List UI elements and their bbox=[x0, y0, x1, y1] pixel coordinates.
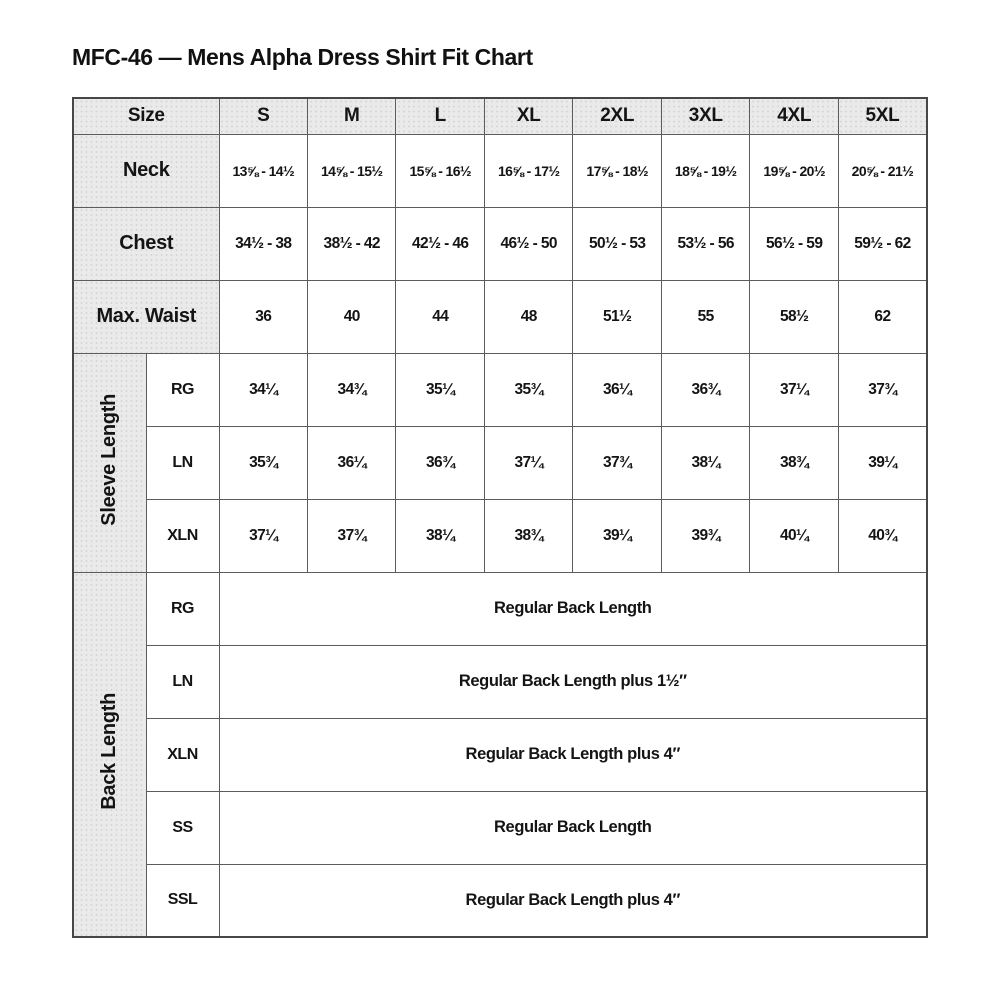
size-header-3xl: 3XL bbox=[661, 98, 749, 134]
max-waist-value-cell: 58½ bbox=[750, 280, 838, 353]
sleeve-length-section-label bbox=[73, 353, 146, 572]
max-waist-value-cell: 62 bbox=[838, 280, 927, 353]
sleeve-ln-value-cell: 36¼ bbox=[308, 426, 396, 499]
max-waist-value-cell: 51½ bbox=[573, 280, 661, 353]
size-header-s: S bbox=[219, 98, 307, 134]
back-length-vertical-label: Back Length bbox=[98, 693, 121, 811]
chest-value-cell: 59½ - 62 bbox=[838, 207, 927, 280]
sleeve-ln-value-cell: 36¾ bbox=[396, 426, 484, 499]
back-ssl-description: Regular Back Length plus 4″ bbox=[219, 864, 927, 937]
sleeve-xln-value-cell: 39¼ bbox=[573, 499, 661, 572]
neck-value-cell: 18⅝ - 19½ bbox=[661, 134, 749, 207]
sleeve-ln-value-cell: 39¼ bbox=[838, 426, 927, 499]
sleeve-ln-row bbox=[73, 426, 927, 499]
size-header-row bbox=[73, 98, 927, 134]
max-waist-row-label: Max. Waist bbox=[73, 280, 219, 353]
neck-value-cell: 13⅝ - 14½ bbox=[219, 134, 307, 207]
sleeve-rg-value-cell: 35¼ bbox=[396, 353, 484, 426]
sleeve-xln-value-cell: 38¼ bbox=[396, 499, 484, 572]
max-waist-value-cell: 55 bbox=[661, 280, 749, 353]
neck-row-label: Neck bbox=[73, 134, 219, 207]
sleeve-rg-value-cell: 34¾ bbox=[308, 353, 396, 426]
back-ln-code: LN bbox=[146, 645, 219, 718]
size-header-m: M bbox=[308, 98, 396, 134]
sleeve-rg-row bbox=[73, 353, 927, 426]
sleeve-rg-value-cell: 37¾ bbox=[838, 353, 927, 426]
chest-row bbox=[73, 207, 927, 280]
chest-value-cell: 50½ - 53 bbox=[573, 207, 661, 280]
sleeve-rg-value-cell: 34¼ bbox=[219, 353, 307, 426]
sleeve-xln-row bbox=[73, 499, 927, 572]
back-rg-row bbox=[73, 572, 927, 645]
back-ssl-code: SSL bbox=[146, 864, 219, 937]
sleeve-rg-value-cell: 36¼ bbox=[573, 353, 661, 426]
back-xln-description: Regular Back Length plus 4″ bbox=[219, 718, 927, 791]
neck-value-cell: 19⅝ - 20½ bbox=[750, 134, 838, 207]
chest-value-cell: 42½ - 46 bbox=[396, 207, 484, 280]
back-ss-row bbox=[73, 791, 927, 864]
sleeve-rg-value-cell: 37¼ bbox=[750, 353, 838, 426]
sleeve-ln-value-cell: 38¼ bbox=[661, 426, 749, 499]
sleeve-xln-value-cell: 37¾ bbox=[308, 499, 396, 572]
size-header-xl: XL bbox=[484, 98, 572, 134]
sleeve-ln-value-cell: 35¾ bbox=[219, 426, 307, 499]
neck-value-cell: 17⅝ - 18½ bbox=[573, 134, 661, 207]
back-xln-code: XLN bbox=[146, 718, 219, 791]
back-xln-row bbox=[73, 718, 927, 791]
sleeve-xln-value-cell: 40¾ bbox=[838, 499, 927, 572]
chest-row-label: Chest bbox=[73, 207, 219, 280]
sleeve-ln-value-cell: 38¾ bbox=[750, 426, 838, 499]
sleeve-rg-value-cell: 36¾ bbox=[661, 353, 749, 426]
max-waist-value-cell: 48 bbox=[484, 280, 572, 353]
sleeve-xln-value-cell: 39¾ bbox=[661, 499, 749, 572]
sleeve-xln-value-cell: 37¼ bbox=[219, 499, 307, 572]
back-ss-code: SS bbox=[146, 791, 219, 864]
neck-value-cell: 15⅝ - 16½ bbox=[396, 134, 484, 207]
chest-value-cell: 56½ - 59 bbox=[750, 207, 838, 280]
max-waist-value-cell: 36 bbox=[219, 280, 307, 353]
sleeve-ln-value-cell: 37¾ bbox=[573, 426, 661, 499]
size-header-2xl: 2XL bbox=[573, 98, 661, 134]
back-ss-description: Regular Back Length bbox=[219, 791, 927, 864]
chest-value-cell: 38½ - 42 bbox=[308, 207, 396, 280]
page-title: MFC-46 — Mens Alpha Dress Shirt Fit Chart bbox=[72, 44, 533, 70]
fit-chart-table bbox=[72, 97, 928, 938]
chest-value-cell: 34½ - 38 bbox=[219, 207, 307, 280]
neck-row bbox=[73, 134, 927, 207]
max-waist-value-cell: 40 bbox=[308, 280, 396, 353]
sleeve-length-vertical-label: Sleeve Length bbox=[98, 394, 121, 526]
back-rg-description: Regular Back Length bbox=[219, 572, 927, 645]
sleeve-rg-code: RG bbox=[146, 353, 219, 426]
size-header-l: L bbox=[396, 98, 484, 134]
sleeve-ln-value-cell: 37¼ bbox=[484, 426, 572, 499]
back-rg-code: RG bbox=[146, 572, 219, 645]
chest-value-cell: 53½ - 56 bbox=[661, 207, 749, 280]
sleeve-ln-code: LN bbox=[146, 426, 219, 499]
sleeve-xln-value-cell: 40¼ bbox=[750, 499, 838, 572]
max-waist-row bbox=[73, 280, 927, 353]
sleeve-xln-value-cell: 38¾ bbox=[484, 499, 572, 572]
size-header-4xl: 4XL bbox=[750, 98, 838, 134]
neck-value-cell: 20⅝ - 21½ bbox=[838, 134, 927, 207]
neck-value-cell: 16⅝ - 17½ bbox=[484, 134, 572, 207]
size-header-5xl: 5XL bbox=[838, 98, 927, 134]
back-ln-row bbox=[73, 645, 927, 718]
sleeve-xln-code: XLN bbox=[146, 499, 219, 572]
back-ssl-row bbox=[73, 864, 927, 937]
back-ln-description: Regular Back Length plus 1½″ bbox=[219, 645, 927, 718]
back-length-section-label bbox=[73, 572, 146, 937]
sleeve-rg-value-cell: 35¾ bbox=[484, 353, 572, 426]
size-corner-header: Size bbox=[73, 98, 219, 134]
chest-value-cell: 46½ - 50 bbox=[484, 207, 572, 280]
max-waist-value-cell: 44 bbox=[396, 280, 484, 353]
neck-value-cell: 14⅝ - 15½ bbox=[308, 134, 396, 207]
